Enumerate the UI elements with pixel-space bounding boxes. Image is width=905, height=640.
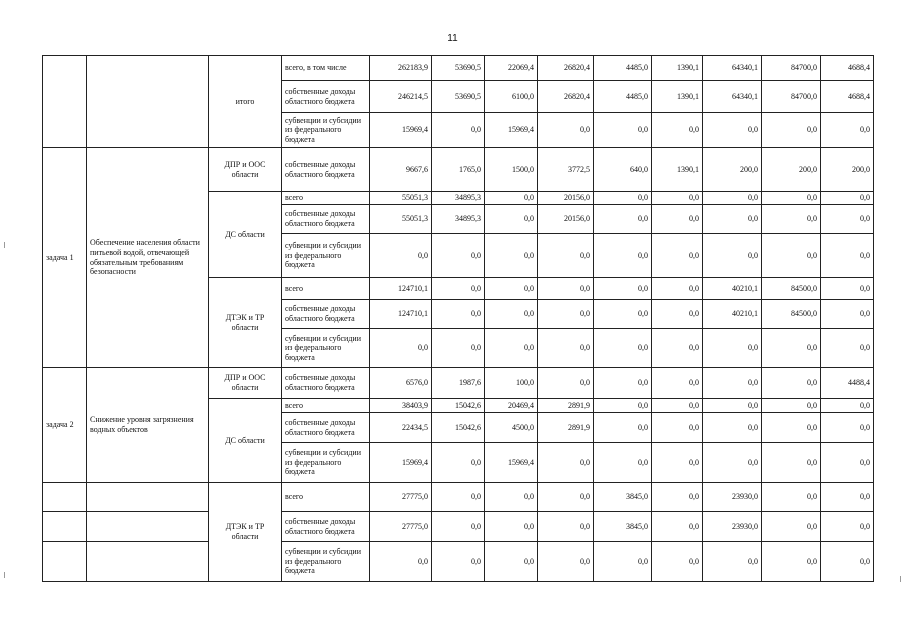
amount-cell: 1987,6 <box>432 368 485 399</box>
amount-cell: 0,0 <box>762 329 821 368</box>
funding-source-cell: собственные доходы областного бюджета <box>282 205 370 234</box>
amount-cell: 0,0 <box>762 413 821 443</box>
amount-cell: 0,0 <box>432 542 485 582</box>
amount-cell: 0,0 <box>821 113 874 148</box>
amount-cell: 0,0 <box>762 113 821 148</box>
amount-cell: 0,0 <box>594 278 652 300</box>
funding-source-cell: собственные доходы областного бюджета <box>282 368 370 399</box>
amount-cell: 15969,4 <box>485 443 538 483</box>
amount-cell: 84500,0 <box>762 278 821 300</box>
amount-cell: 3845,0 <box>594 483 652 512</box>
table-row <box>43 56 874 81</box>
funding-source-cell: субвенции и субсидии из федерального бюджета <box>282 443 370 483</box>
amount-cell: 0,0 <box>594 413 652 443</box>
amount-cell: 0,0 <box>703 399 762 413</box>
amount-cell: 0,0 <box>538 300 594 329</box>
amount-cell: 4485,0 <box>594 56 652 81</box>
amount-cell: 20156,0 <box>538 192 594 205</box>
amount-cell: 0,0 <box>485 300 538 329</box>
amount-cell: 0,0 <box>538 113 594 148</box>
amount-cell: 0,0 <box>370 329 432 368</box>
amount-cell: 0,0 <box>821 300 874 329</box>
amount-cell: 0,0 <box>821 443 874 483</box>
name-cell <box>87 483 209 512</box>
amount-cell: 0,0 <box>538 483 594 512</box>
amount-cell: 0,0 <box>594 300 652 329</box>
amount-cell: 64340,1 <box>703 81 762 113</box>
funding-source-cell: всего <box>282 278 370 300</box>
funding-source-cell: субвенции и субсидии из федерального бюджета <box>282 329 370 368</box>
funding-source-cell: собственные доходы областного бюджета <box>282 148 370 192</box>
table-row <box>43 483 874 512</box>
budget-table-body <box>43 56 874 582</box>
amount-cell: 0,0 <box>652 413 703 443</box>
page-number: 11 <box>447 33 458 44</box>
amount-cell: 6576,0 <box>370 368 432 399</box>
code-cell <box>43 512 87 542</box>
amount-cell: 0,0 <box>594 234 652 278</box>
amount-cell: 0,0 <box>485 483 538 512</box>
amount-cell: 26820,4 <box>538 56 594 81</box>
amount-cell: 0,0 <box>821 192 874 205</box>
amount-cell: 40210,1 <box>703 278 762 300</box>
amount-cell: 2891,9 <box>538 399 594 413</box>
amount-cell: 40210,1 <box>703 300 762 329</box>
executor-cell: ДПР и ООС области <box>209 148 282 192</box>
funding-source-cell: субвенции и субсидии из федерального бюджета <box>282 234 370 278</box>
amount-cell: 53690,5 <box>432 81 485 113</box>
amount-cell: 0,0 <box>432 300 485 329</box>
amount-cell: 34895,3 <box>432 205 485 234</box>
amount-cell: 0,0 <box>652 278 703 300</box>
amount-cell: 27775,0 <box>370 512 432 542</box>
amount-cell: 0,0 <box>703 542 762 582</box>
table-row <box>43 148 874 192</box>
amount-cell: 26820,4 <box>538 81 594 113</box>
scan-edge-mark <box>4 572 5 578</box>
scan-edge-mark <box>900 576 901 582</box>
code-cell <box>43 56 87 148</box>
amount-cell: 200,0 <box>821 148 874 192</box>
amount-cell: 0,0 <box>821 234 874 278</box>
amount-cell: 0,0 <box>821 205 874 234</box>
amount-cell: 0,0 <box>485 512 538 542</box>
amount-cell: 6100,0 <box>485 81 538 113</box>
amount-cell: 0,0 <box>703 329 762 368</box>
amount-cell: 0,0 <box>538 443 594 483</box>
amount-cell: 0,0 <box>821 483 874 512</box>
amount-cell: 0,0 <box>538 329 594 368</box>
amount-cell: 0,0 <box>538 278 594 300</box>
amount-cell: 0,0 <box>485 278 538 300</box>
executor-cell: итого <box>209 56 282 148</box>
code-cell <box>43 483 87 512</box>
amount-cell: 53690,5 <box>432 56 485 81</box>
executor-cell: ДПР и ООС области <box>209 368 282 399</box>
amount-cell: 1500,0 <box>485 148 538 192</box>
executor-cell: ДС области <box>209 399 282 483</box>
amount-cell: 20156,0 <box>538 205 594 234</box>
amount-cell: 0,0 <box>538 542 594 582</box>
amount-cell: 0,0 <box>538 512 594 542</box>
amount-cell: 0,0 <box>594 192 652 205</box>
name-cell <box>87 56 209 148</box>
amount-cell: 22069,4 <box>485 56 538 81</box>
amount-cell: 0,0 <box>762 234 821 278</box>
funding-source-cell: собственные доходы областного бюджета <box>282 512 370 542</box>
amount-cell: 0,0 <box>370 542 432 582</box>
amount-cell: 0,0 <box>821 329 874 368</box>
amount-cell: 3845,0 <box>594 512 652 542</box>
amount-cell: 0,0 <box>652 368 703 399</box>
amount-cell: 20469,4 <box>485 399 538 413</box>
amount-cell: 2891,9 <box>538 413 594 443</box>
code-cell: задача 1 <box>43 148 87 368</box>
funding-source-cell: собственные доходы областного бюджета <box>282 300 370 329</box>
amount-cell: 0,0 <box>821 512 874 542</box>
amount-cell: 15969,4 <box>370 113 432 148</box>
amount-cell: 0,0 <box>594 399 652 413</box>
amount-cell: 0,0 <box>652 399 703 413</box>
funding-source-cell: субвенции и субсидии из федерального бюджета <box>282 542 370 582</box>
amount-cell: 0,0 <box>594 329 652 368</box>
amount-cell: 34895,3 <box>432 192 485 205</box>
amount-cell: 0,0 <box>652 542 703 582</box>
amount-cell: 22434,5 <box>370 413 432 443</box>
amount-cell: 0,0 <box>652 113 703 148</box>
amount-cell: 262183,9 <box>370 56 432 81</box>
amount-cell: 124710,1 <box>370 278 432 300</box>
funding-source-cell: собственные доходы областного бюджета <box>282 413 370 443</box>
amount-cell: 0,0 <box>432 234 485 278</box>
amount-cell: 0,0 <box>594 443 652 483</box>
amount-cell: 0,0 <box>538 368 594 399</box>
amount-cell: 0,0 <box>821 278 874 300</box>
funding-source-cell: всего <box>282 192 370 205</box>
amount-cell: 0,0 <box>485 192 538 205</box>
amount-cell: 4688,4 <box>821 81 874 113</box>
amount-cell: 64340,1 <box>703 56 762 81</box>
amount-cell: 200,0 <box>703 148 762 192</box>
amount-cell: 9667,6 <box>370 148 432 192</box>
funding-source-cell: субвенции и субсидии из федерального бюджета <box>282 113 370 148</box>
amount-cell: 0,0 <box>703 205 762 234</box>
amount-cell: 0,0 <box>594 368 652 399</box>
amount-cell: 55051,3 <box>370 205 432 234</box>
scan-edge-mark <box>4 242 5 248</box>
amount-cell: 15969,4 <box>370 443 432 483</box>
amount-cell: 0,0 <box>821 399 874 413</box>
amount-cell: 0,0 <box>594 542 652 582</box>
amount-cell: 124710,1 <box>370 300 432 329</box>
amount-cell: 0,0 <box>594 113 652 148</box>
amount-cell: 3772,5 <box>538 148 594 192</box>
amount-cell: 0,0 <box>538 234 594 278</box>
amount-cell: 0,0 <box>703 192 762 205</box>
amount-cell: 0,0 <box>652 483 703 512</box>
amount-cell: 15969,4 <box>485 113 538 148</box>
amount-cell: 0,0 <box>652 205 703 234</box>
amount-cell: 0,0 <box>762 205 821 234</box>
amount-cell: 0,0 <box>432 278 485 300</box>
amount-cell: 23930,0 <box>703 512 762 542</box>
executor-cell: ДТЭК и ТР области <box>209 278 282 368</box>
amount-cell: 0,0 <box>652 512 703 542</box>
amount-cell: 100,0 <box>485 368 538 399</box>
amount-cell: 0,0 <box>762 512 821 542</box>
amount-cell: 0,0 <box>652 234 703 278</box>
amount-cell: 0,0 <box>821 413 874 443</box>
amount-cell: 0,0 <box>594 205 652 234</box>
amount-cell: 4688,4 <box>821 56 874 81</box>
code-cell: задача 2 <box>43 368 87 483</box>
amount-cell: 200,0 <box>762 148 821 192</box>
amount-cell: 0,0 <box>432 329 485 368</box>
amount-cell: 84700,0 <box>762 56 821 81</box>
amount-cell: 0,0 <box>762 368 821 399</box>
name-cell <box>87 512 209 542</box>
amount-cell: 0,0 <box>370 234 432 278</box>
amount-cell: 15042,6 <box>432 413 485 443</box>
table-row <box>43 542 874 582</box>
amount-cell: 0,0 <box>652 192 703 205</box>
amount-cell: 15042,6 <box>432 399 485 413</box>
name-cell: Обеспечение населения области питьевой водой, отвечающей обязательным требованиям безопасности <box>87 148 209 368</box>
amount-cell: 0,0 <box>432 483 485 512</box>
amount-cell: 0,0 <box>703 113 762 148</box>
name-cell <box>87 542 209 582</box>
amount-cell: 0,0 <box>821 542 874 582</box>
amount-cell: 0,0 <box>703 234 762 278</box>
amount-cell: 0,0 <box>652 329 703 368</box>
amount-cell: 0,0 <box>485 329 538 368</box>
amount-cell: 84500,0 <box>762 300 821 329</box>
funding-source-cell: всего <box>282 399 370 413</box>
amount-cell: 38403,9 <box>370 399 432 413</box>
amount-cell: 4500,0 <box>485 413 538 443</box>
amount-cell: 0,0 <box>703 368 762 399</box>
budget-table <box>42 55 874 582</box>
amount-cell: 0,0 <box>432 512 485 542</box>
amount-cell: 0,0 <box>762 192 821 205</box>
funding-source-cell: собственные доходы областного бюджета <box>282 81 370 113</box>
amount-cell: 23930,0 <box>703 483 762 512</box>
amount-cell: 246214,5 <box>370 81 432 113</box>
name-cell: Снижение уровня загрязнения водных объектов <box>87 368 209 483</box>
amount-cell: 1390,1 <box>652 81 703 113</box>
amount-cell: 0,0 <box>762 483 821 512</box>
amount-cell: 0,0 <box>485 234 538 278</box>
amount-cell: 0,0 <box>703 443 762 483</box>
amount-cell: 0,0 <box>652 443 703 483</box>
amount-cell: 1765,0 <box>432 148 485 192</box>
amount-cell: 1390,1 <box>652 56 703 81</box>
amount-cell: 640,0 <box>594 148 652 192</box>
amount-cell: 0,0 <box>432 113 485 148</box>
amount-cell: 0,0 <box>432 443 485 483</box>
amount-cell: 0,0 <box>485 542 538 582</box>
amount-cell: 0,0 <box>762 542 821 582</box>
amount-cell: 0,0 <box>703 413 762 443</box>
amount-cell: 0,0 <box>485 205 538 234</box>
executor-cell: ДС области <box>209 192 282 278</box>
amount-cell: 0,0 <box>652 300 703 329</box>
amount-cell: 0,0 <box>762 443 821 483</box>
amount-cell: 4485,0 <box>594 81 652 113</box>
amount-cell: 4488,4 <box>821 368 874 399</box>
code-cell <box>43 542 87 582</box>
executor-cell: ДТЭК и ТР области <box>209 483 282 582</box>
amount-cell: 0,0 <box>762 399 821 413</box>
amount-cell: 1390,1 <box>652 148 703 192</box>
table-row <box>43 368 874 399</box>
amount-cell: 27775,0 <box>370 483 432 512</box>
table-row <box>43 512 874 542</box>
funding-source-cell: всего <box>282 483 370 512</box>
amount-cell: 84700,0 <box>762 81 821 113</box>
amount-cell: 55051,3 <box>370 192 432 205</box>
funding-source-cell: всего, в том числе <box>282 56 370 81</box>
